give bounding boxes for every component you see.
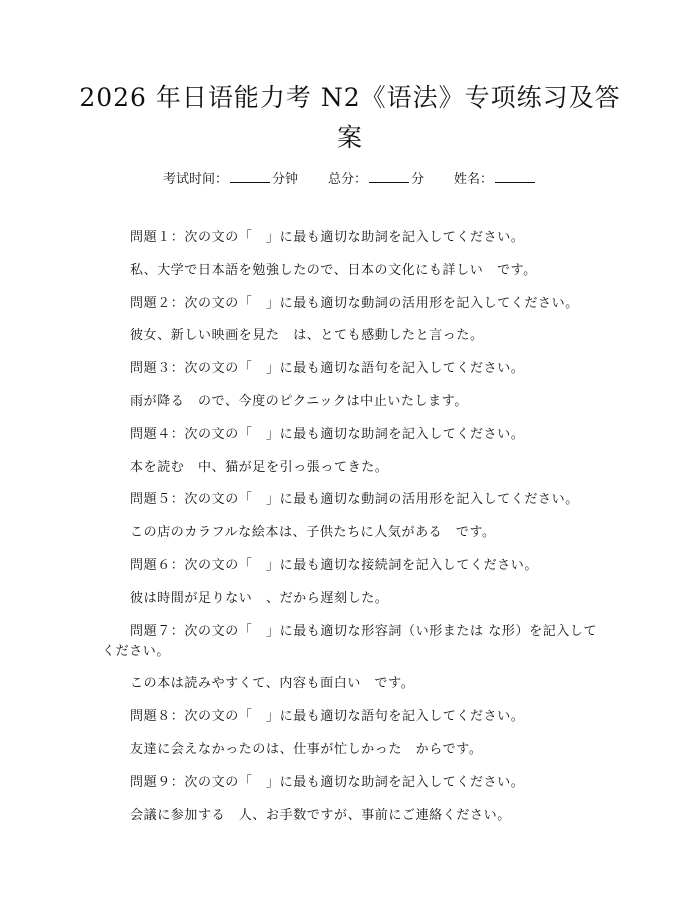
score-blank [369,170,409,183]
exam-meta [0,170,700,189]
question-4-sentence: 本を読む 中、猫が足を引っ張ってきた。 [130,459,389,475]
question-5-sentence: この店のカラフルな絵本は、子供たちに人気がある です。 [130,525,496,541]
time-label: 考试时间： [162,172,228,187]
score-unit: 分 [411,172,425,187]
question-9-sentence: 会議に参加する 人、お手数ですが、事前にご連絡ください。 [130,807,511,823]
name-blank [495,170,535,183]
name-label: 姓名： [454,172,494,187]
time-unit: 分钟 [271,172,298,187]
question-2-sentence: 彼女、新しい映画を見た は、とても感動したと言った。 [130,328,484,344]
question-9-instruction: 問題９：次の文の「 」に最も適切な助詞を記入してください。 [130,774,525,790]
question-6-instruction: 問題６：次の文の「 」に最も適切な接続詞を記入してください。 [130,557,539,573]
question-3-sentence: 雨が降る ので、今度のピクニックは中止いたします。 [130,393,468,409]
question-list [102,228,602,838]
question-2-instruction: 問題２：次の文の「 」に最も適切な動詞の活用形を記入してください。 [130,295,579,311]
question-1-instruction: 問題１：次の文の「 」に最も適切な助詞を記入してください。 [130,230,525,245]
time-blank [230,170,270,183]
question-8-instruction: 問題８：次の文の「 」に最も適切な語句を記入してください。 [130,709,525,725]
question-1-sentence: 私、大学で日本語を勉強したので、日本の文化にも詳しい です。 [130,262,537,278]
question-7-sentence: この本は読みやすくて、内容も面白い です。 [130,676,415,692]
question-8-sentence: 友達に会えなかったのは、仕事が忙しかった からです。 [130,741,483,757]
document-title: 2026 年日语能力考 N2《语法》专项练习及答案 [79,83,621,152]
question-3-instruction: 問題３：次の文の「 」に最も適切な語句を記入してください。 [130,361,525,377]
question-7-instruction: 問題７：次の文の「 」に最も適切な形容詞（い形または な形）を記入してください。 [102,623,598,659]
question-5-instruction: 問題５：次の文の「 」に最も適切な動詞の活用形を記入してください。 [130,492,579,508]
question-6-sentence: 彼は時間が足りない 、だから遅刻した。 [130,590,389,606]
question-4-instruction: 問題４：次の文の「 」に最も適切な助詞を記入してください。 [130,426,525,442]
score-label: 总分： [327,172,367,187]
